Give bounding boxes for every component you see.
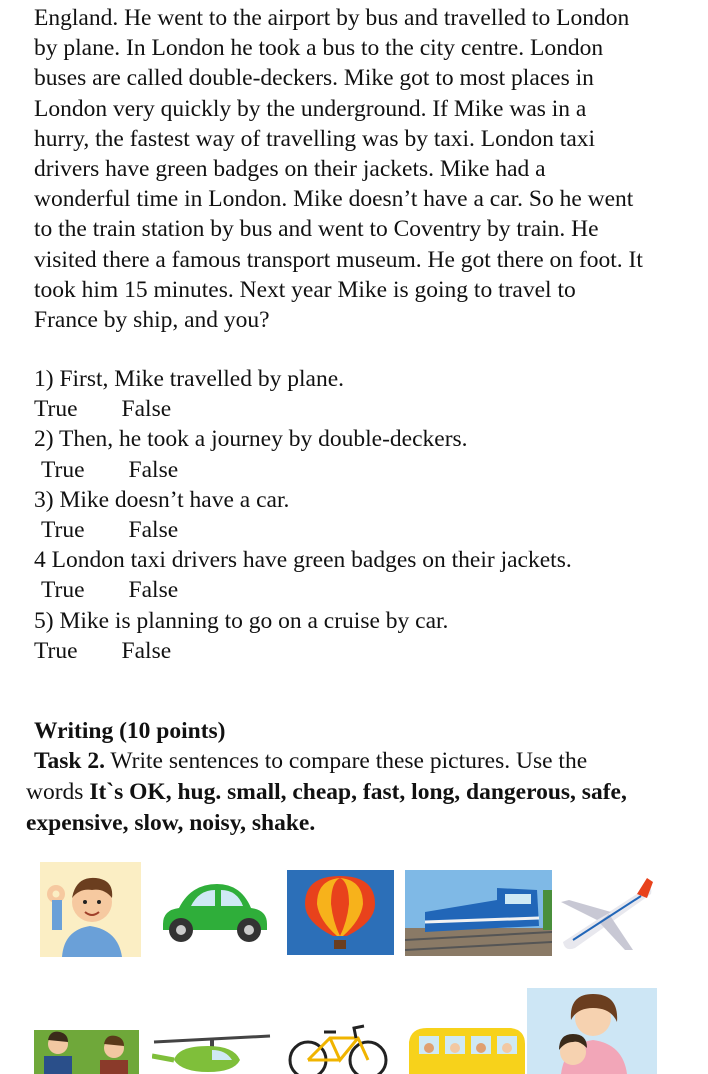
passage-line: visited there a famous transport museum. He got there on foot. It	[34, 246, 643, 273]
passage-line: England. He went to the airport by bus and travelled to London	[34, 5, 630, 31]
option-true[interactable]: True	[34, 638, 78, 664]
option-false[interactable]: False	[121, 396, 172, 422]
word-list-1: It`s OK, hug. small, cheap, fast, long, dangerous, safe,	[89, 779, 627, 805]
passage-line: hurry, the fastest way of travelling was by taxi. London taxi	[34, 125, 596, 152]
writing-heading: Writing (10 points)	[34, 718, 226, 744]
helicopter-image	[152, 1032, 272, 1074]
option-true[interactable]: True	[41, 517, 85, 543]
answer-options-3	[41, 515, 178, 545]
passage-line: buses are called double-deckers. Mike got to most places in	[34, 65, 594, 92]
passage-line: drivers have green badges on their jackets. Mike had a	[34, 156, 546, 183]
boy-ok-gesture-image	[40, 862, 141, 957]
option-false[interactable]: False	[121, 638, 172, 664]
airplane-image	[553, 876, 657, 956]
task-label: Task 2.	[34, 748, 105, 774]
answer-options-1	[34, 394, 171, 424]
task-2-instructions	[26, 746, 702, 839]
question-3: 3) Mike doesn’t have a car.	[34, 487, 290, 513]
word-list-2: expensive, slow, noisy, shake.	[26, 810, 316, 836]
option-false[interactable]: False	[128, 517, 179, 543]
mother-hug-image	[527, 988, 657, 1074]
option-true[interactable]: True	[34, 396, 78, 422]
bicycle-image	[284, 1018, 393, 1074]
question-2: 2) Then, he took a journey by double-deckers.	[34, 426, 468, 452]
answer-options-2	[41, 455, 178, 485]
question-5: 5) Mike is planning to go on a cruise by car.	[34, 608, 449, 634]
passage-line: took him 15 minutes. Next year Mike is going to travel to	[34, 276, 576, 303]
passage-line: France by ship, and you?	[34, 307, 270, 334]
people-image	[34, 1030, 139, 1074]
question-1: 1) First, Mike travelled by plane.	[34, 366, 344, 392]
option-true[interactable]: True	[41, 457, 85, 483]
answer-options-5	[34, 636, 171, 666]
green-car-image	[157, 880, 270, 946]
passage-line: wonderful time in London. Mike doesn’t have a car. So he went	[34, 186, 634, 213]
words-label: words	[26, 779, 90, 805]
passage-line: by plane. In London he took a bus to the city centre. London	[34, 35, 604, 62]
task-text: Write sentences to compare these pictures. Use the	[104, 748, 588, 774]
school-bus-image	[403, 1022, 527, 1074]
option-false[interactable]: False	[128, 457, 179, 483]
option-true[interactable]: True	[41, 577, 85, 603]
hot-air-balloon-image	[287, 870, 394, 955]
train-image	[405, 870, 552, 956]
option-false[interactable]: False	[128, 577, 179, 603]
answer-options-4	[41, 575, 178, 605]
passage-line: London very quickly by the underground. If Mike was in a	[34, 95, 587, 122]
question-4: 4 London taxi drivers have green badges on their jackets.	[34, 547, 572, 573]
reading-passage	[34, 3, 702, 335]
passage-line: to the train station by bus and went to Coventry by train. He	[34, 216, 599, 243]
